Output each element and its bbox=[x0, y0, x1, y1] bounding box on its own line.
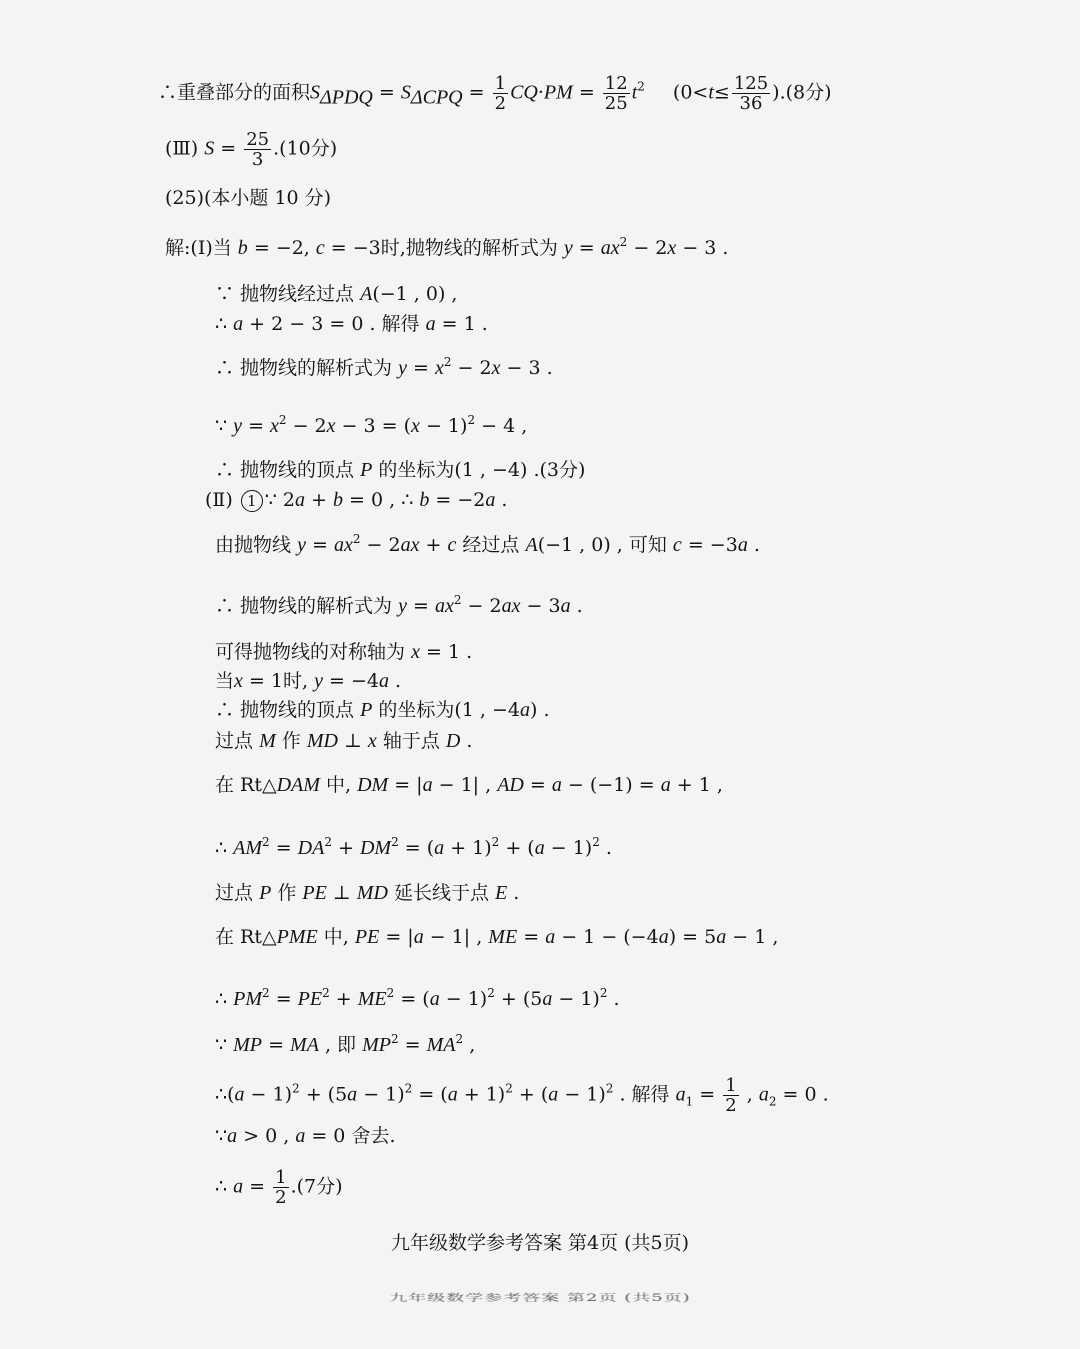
text: 作 bbox=[277, 882, 297, 904]
part-label: (Ⅱ) bbox=[205, 489, 233, 511]
text: 由抛物线 bbox=[215, 534, 292, 556]
text: ∴ 抛物线的顶点 bbox=[215, 459, 355, 481]
bleed-through-footer: 九年级数学参考答案 第2页 (共5页) bbox=[389, 1292, 691, 1304]
overlap-area-line: ∴重叠部分的面积$S_{\Delta PDQ} = S_{\Delta CPQ}$ = $\frac{1}{2}$ CQ·PM = $\frac{12}{25}$ $t^2$ (0<t≤ $\frac{125}{36}$ ).(8分) bbox=[158, 73, 832, 114]
parabola-expression-line: ∴ 抛物线的解析式为 $y = x^2 - 2x - 3$ . bbox=[215, 355, 553, 379]
c-value-line: 由抛物线 $y = ax^2 - 2ax + c$ 经过点 A(−1 , 0) , 可知 c = −3a . bbox=[215, 532, 760, 556]
text: 即 bbox=[337, 1034, 357, 1056]
text: ∴ 抛物线的解析式为 bbox=[215, 357, 393, 379]
solution-part-i-line: 解:(Ⅰ)当 b = −2, c = −3时,抛物线的解析式为 $y = ax^2 - 2x - 3$ . bbox=[165, 235, 729, 259]
triangle-dam-line: 在 Rt△DAM 中, DM = |a − 1| , AD = a − (−1) = a + 1 , bbox=[215, 774, 723, 796]
text: 时, bbox=[283, 670, 309, 692]
vertex-p-a-line: ∴ 抛物线的顶点 P 的坐标为(1 , −4a) . bbox=[215, 699, 550, 721]
passes-point-a-line: ∵ 抛物线经过点 A(−1 , 0) , bbox=[215, 283, 458, 305]
score: (8分) bbox=[785, 81, 832, 104]
text: 的坐标为 bbox=[378, 699, 455, 721]
text: ∴重叠部分的面积 bbox=[158, 81, 311, 104]
text: 延长线于点 bbox=[393, 882, 489, 904]
axis-of-symmetry-line: 可得抛物线的对称轴为 x = 1 . bbox=[215, 641, 473, 663]
pm-squared-line: ∴ $PM^2 = PE^2 + ME^2 = (a - 1)^2 + (5a - 1)^2$ . bbox=[215, 986, 620, 1010]
text: 解得 bbox=[381, 313, 420, 335]
text: 可知 bbox=[628, 534, 667, 556]
discard-line: ∵a > 0 , a = 0 舍去. bbox=[215, 1125, 396, 1147]
score: (10分) bbox=[279, 137, 338, 160]
text: 经过点 bbox=[462, 534, 520, 556]
text: 轴于点 bbox=[382, 730, 440, 752]
question-25-heading: (25)(本小题 10 分) bbox=[165, 187, 332, 209]
text: 解:(Ⅰ)当 bbox=[165, 237, 232, 259]
when-x-1-line: 当x = 1时, y = −4a . bbox=[215, 670, 402, 692]
construct-md-line: 过点 M 作 MD ⊥ x 轴于点 D . bbox=[215, 730, 473, 752]
text: 过点 bbox=[215, 730, 254, 752]
text: 可得抛物线的对称轴为 bbox=[215, 641, 406, 663]
solve-equation-line: ∴(a − $1)^2 + (5a - 1)^2 = (a + 1)^2 + (a - 1)^2$ . 解得 $a_1$ = $\frac{1}{2}$ , $a_2 = 0$ . bbox=[215, 1075, 829, 1116]
part-label: (Ⅲ) bbox=[165, 137, 199, 160]
vertex-p-line: ∴ 抛物线的顶点 P 的坐标为(1 , −4) .(3分) bbox=[215, 459, 586, 481]
page-footer: 九年级数学参考答案 第4页 (共5页) bbox=[390, 1232, 690, 1254]
am-squared-line: ∴ $AM^2 = DA^2 + DM^2 = (a + 1)^2 + (a - 1)^2$ . bbox=[215, 835, 612, 859]
solve-a-line: ∴ a + 2 − 3 = 0 . 解得 a = 1 . bbox=[215, 313, 488, 335]
text: 过点 bbox=[215, 882, 254, 904]
text: ∵ 抛物线经过点 bbox=[215, 283, 355, 305]
circled-number: 1 bbox=[241, 490, 263, 512]
text: 解得 bbox=[631, 1083, 670, 1106]
vertex-form-line: ∵ $y = x^2 - 2x - 3 = (x - 1)^2 - 4$ , bbox=[215, 413, 528, 437]
text: 在 bbox=[215, 774, 235, 796]
answer-a-line: ∴ a = $\frac{1}{2}$ .(7分) bbox=[215, 1167, 343, 1208]
text: 作 bbox=[281, 730, 301, 752]
mp-equals-ma-line: ∵ MP = MA , 即 $MP^2 = MA^2$ , bbox=[215, 1032, 476, 1056]
text: 中, bbox=[325, 774, 352, 796]
part-iii-line: (Ⅲ) S = $\frac{25}{3}$ .(10分) bbox=[165, 129, 338, 170]
text: 当 bbox=[215, 670, 235, 692]
text: 在 bbox=[215, 926, 235, 948]
triangle-pme-line: 在 Rt△PME 中, PE = |a − 1| , ME = a − 1 − (−4a) = 5a − 1 , bbox=[215, 926, 779, 948]
part-ii-line: (Ⅱ) 1 ∵ 2a + b = 0 , ∴ b = −2a . bbox=[205, 489, 508, 511]
construct-pe-line: 过点 P 作 PE ⊥ MD 延长线于点 E . bbox=[215, 882, 520, 904]
text: 时,抛物线的解析式为 bbox=[380, 237, 558, 259]
text: 的坐标为 bbox=[378, 459, 455, 481]
score: (7分) bbox=[296, 1175, 343, 1198]
text: 中, bbox=[323, 926, 349, 948]
parabola-expression-a-line: ∴ 抛物线的解析式为 $y = ax^2 - 2ax - 3a$ . bbox=[215, 593, 583, 617]
text: 舍去 bbox=[351, 1125, 390, 1147]
score: (3分) bbox=[539, 459, 586, 481]
text: ∴ 抛物线的解析式为 bbox=[215, 595, 393, 617]
text: ∴ 抛物线的顶点 bbox=[215, 699, 355, 721]
